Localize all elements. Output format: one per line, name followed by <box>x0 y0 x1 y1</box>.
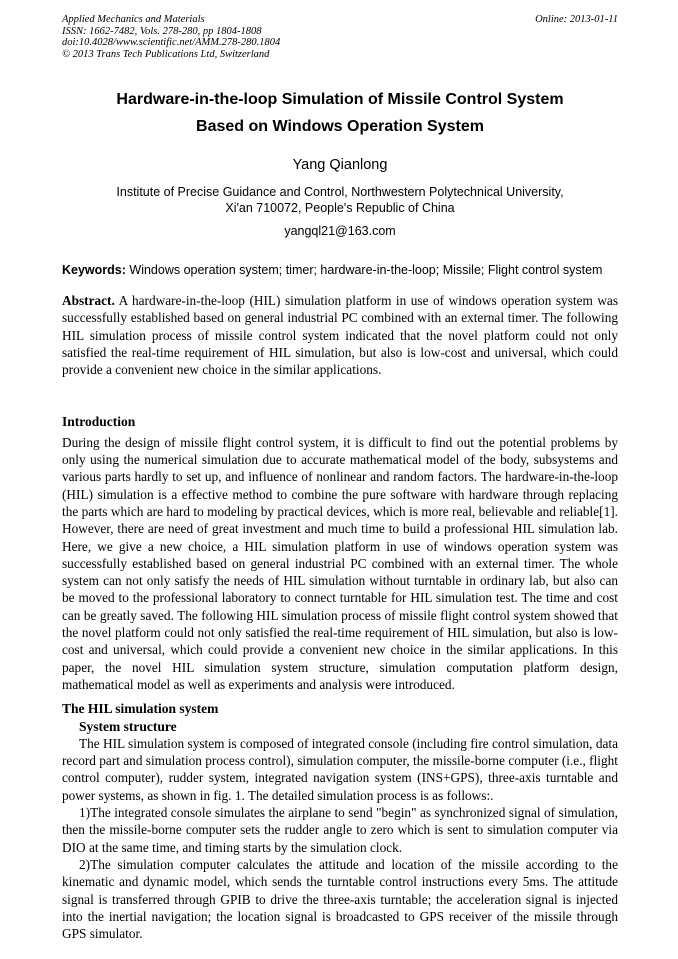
introduction-heading: Introduction <box>62 414 136 430</box>
affiliation-line1: Institute of Precise Guidance and Control, Northwestern Polytechnical University, <box>116 185 564 199</box>
paper-title-line1: Hardware-in-the-loop Simulation of Missile Control System <box>116 91 564 108</box>
abstract-label: Abstract. <box>62 293 115 308</box>
simulation-process-item1: 1)The integrated console simulates the airplane to send "begin" as synchronized signal of simulation, then the missile-borne computer sets the rudder angle to zero which is sent to simulation computer via DIO at the same time, and timing starts by the simulation clock. <box>62 805 618 855</box>
journal-header <box>62 14 618 60</box>
paper-title-line2: Based on Windows Operation System <box>196 118 484 135</box>
copyright-line: © 2013 Trans Tech Publications Ltd, Switzerland <box>62 48 270 60</box>
affiliation-line2: Xi'an 710072, People's Republic of China <box>225 201 455 215</box>
introduction-paragraph: During the design of missile flight control system, it is difficult to find out the potential problems by only using the numerical simulation due to accurate mathematical model of the body, subsystems and various parts hardly to set up, and influence of nonlinear and random factors. The hardware-in-the-loop (HIL) simulation is a effective method to combine the pure software with hardware through replacing the parts which are hard to modeling by practical devices, which is more real, believable and reliable[1]. However, there are need of great investment and much time to build a professional HIL simulation lab. Here, we give a new choice, a HIL simulation platform in use of windows operation system was successfully established based on general industrial PC combined with an external timer. The whole system can not only satisfy the needs of HIL simulation without turntable in ordinary lab, but also can be moved to the professional laboratory to connect turntable for HIL simulation test. The time and cost can be greatly saved. The following HIL simulation process of missile flight control system showed that the novel platform could not only satisfied the real-time requirement of HIL simulation, but also is low-cost and universal, which could provide a convenient new choice in the similar applications. In this paper, the novel HIL simulation system structure, simulation computation platform design, mathematical model as well as experiments and analysis were introduced. <box>62 434 618 692</box>
hil-system-heading: The HIL simulation system <box>62 701 219 717</box>
journal-name: Applied Mechanics and Materials <box>62 14 205 25</box>
doi-line: doi:10.4028/www.scientific.net/AMM.278-280.1804 <box>62 37 281 48</box>
journal-meta-block <box>62 14 280 60</box>
keywords-text: Windows operation system; timer; hardware-in-the-loop; Missile; Flight control system <box>129 263 603 277</box>
issn-line: ISSN: 1662-7482, Vols. 278-280, pp 1804-1808 <box>62 25 262 37</box>
online-date: Online: 2013-01-11 <box>535 14 618 25</box>
hil-system-paragraph: The HIL simulation system is composed of integrated console (including fire control simulation, data record part and simulation process control), simulation computer, the missile-borne computer (i.e., flight control computer), rudder system, integrated navigation system (INS+GPS), three-axis turntable and power systems, as shown in fig. 1. The detailed simulation process is as follows:. <box>62 735 618 803</box>
simulation-process-item2: 2)The simulation computer calculates the attitude and location of the missile according to the kinematic and dynamic model, which sends the turntable control instructions every 5ms. The attitude signal is transferred through GPIB to drive the three-axis turntable; the acceleration signal is injected into the inertial navigation; the location signal is broadcasted to GPS receiver of the missile through GPS simulator. <box>62 856 618 942</box>
author-email: yangql21@163.com <box>284 224 396 238</box>
keywords-label: Keywords: <box>62 263 126 277</box>
keywords-line <box>62 263 618 278</box>
title-block <box>62 86 618 238</box>
abstract-text: A hardware-in-the-loop (HIL) simulation platform in use of windows operation system was successfully established based on general industrial PC combined with an external timer. The following HIL simulation process of missile control system indicated that the novel platform could not only satisfied the real-time requirement of HIL simulation, but also is low-cost and universal, which could provide a convenient new choice in the similar applications. <box>62 293 618 378</box>
author-affiliation <box>62 184 618 216</box>
system-structure-subheading: System structure <box>79 718 177 734</box>
author-name: Yang Qianlong <box>292 157 388 173</box>
abstract-paragraph <box>62 292 618 378</box>
